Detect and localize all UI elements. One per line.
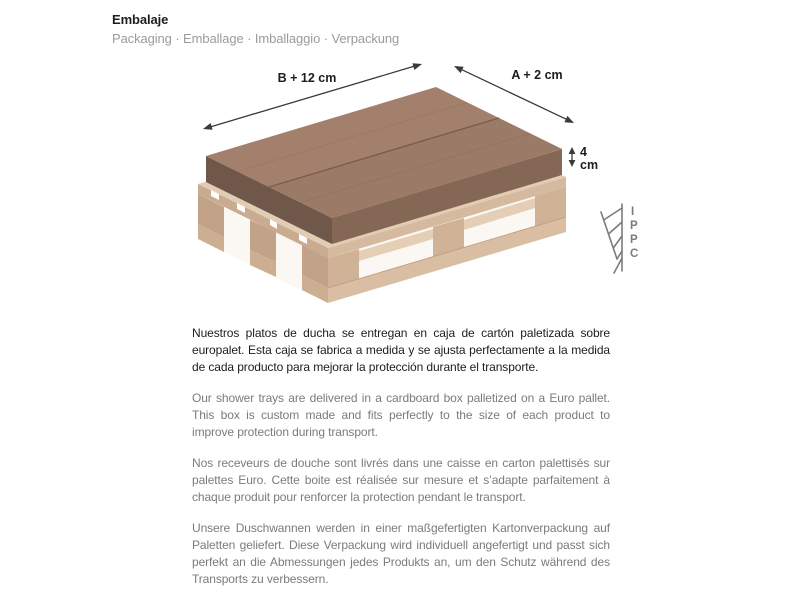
wheat-icon <box>601 204 622 273</box>
header <box>112 12 399 46</box>
description-paragraphs <box>192 325 610 600</box>
arrowhead <box>564 116 574 123</box>
ippc-letter: C <box>630 248 639 260</box>
arrowhead <box>454 66 464 73</box>
ippc-letter: P <box>630 234 638 246</box>
dim-length-label: B + 12 cm <box>277 71 337 85</box>
page-subtitle: Packaging · Emballage · Imballaggio · Verpackung <box>112 31 400 46</box>
paragraph-spanish: Nuestros platos de ducha se entregan en caja de cartón paletizada sobre europalet. Esta caja se fabrica a medida y se ajusta perfectamente a la medida de cada producto para mejorar la protección durante el transporte. <box>192 326 610 374</box>
arrowhead <box>569 147 576 154</box>
ippc-mark <box>601 204 638 273</box>
paragraph-german: Unsere Duschwannen werden in einer maßgefertigten Kartonverpackung auf Paletten geliefert. Diese Verpackung wird individuell angefertigt und passt sich perfekt an die Abmessungen jedes Produkts an, um den Schutz während des Transports zu verbessern. <box>192 521 610 586</box>
page-title: Embalaje <box>112 12 169 27</box>
dim-width-label: A + 2 cm <box>511 68 563 82</box>
arrowhead <box>412 63 422 70</box>
ippc-letter: P <box>630 220 638 232</box>
paragraph-english: Our shower trays are delivered in a cardboard box palletized on a Euro pallet. This box is custom made and fits perfectly to the size of each product to improve protection during transport. <box>192 391 610 439</box>
packaging-diagram <box>190 55 670 325</box>
ippc-letter: I <box>631 206 635 218</box>
arrowhead <box>203 123 213 130</box>
arrowhead <box>569 160 576 167</box>
dim-height-unit: cm <box>580 158 599 172</box>
pallet-illustration <box>190 55 670 325</box>
paragraph-french: Nos receveurs de douche sont livrés dans une caisse en carton palettisés sur palettes Euro. Cette boite est réalisée sur mesure et s’adapte parfaitement à chaque produit pour renforcer la protection pendant le transport. <box>192 456 610 504</box>
dim-height-value: 4 <box>580 145 587 159</box>
